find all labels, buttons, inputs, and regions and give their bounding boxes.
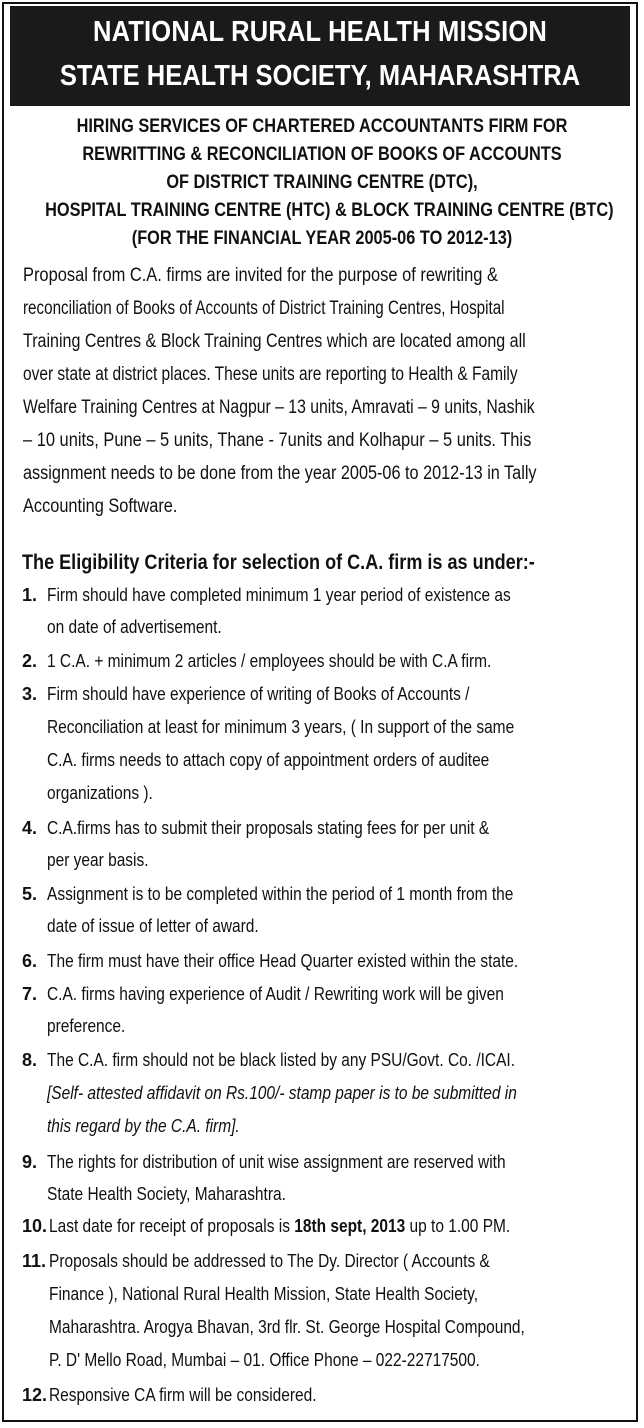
intro-line: over state at district places. These units are reporting to Health & Family [23, 364, 518, 385]
item-text: Finance ), National Rural Health Mission, State Health Society, [49, 1284, 479, 1304]
intro-line: reconciliation of Books of Accounts of District Training Centres, Hospital [23, 298, 505, 319]
header-banner [10, 6, 630, 106]
criteria-heading: The Eligibility Criteria for selection of C.A. firm is as under:- [22, 551, 535, 574]
item-text: The firm must have their office Head Quarter existed within the state. [47, 951, 519, 971]
item-number: 10. [22, 1216, 48, 1236]
item-number: 5. [22, 884, 38, 904]
item-text: preference. [47, 1016, 126, 1036]
intro-line: Training Centres & Block Training Centres which are located among all [23, 331, 526, 352]
item-number: 12. [22, 1385, 48, 1405]
title-line-3: OF DISTRICT TRAINING CENTRE (DTC), [166, 172, 478, 193]
item-number: 8. [22, 1050, 38, 1070]
item-number: 11. [22, 1251, 47, 1271]
title-line-5: (FOR THE FINANCIAL YEAR 2005-06 TO 2012-13) [131, 228, 513, 249]
intro-line: – 10 units, Pune – 5 units, Thane - 7units and Kolhapur – 5 units. This [23, 430, 532, 451]
item-text-italic: [Self- attested affidavit on Rs.100/- stamp paper is to be submitted in [47, 1083, 517, 1103]
title-line-2: REWRITTING & RECONCILIATION OF BOOKS OF ACCOUNTS [82, 144, 562, 165]
item-text: Firm should have completed minimum 1 year period of existence as [47, 585, 511, 605]
item-number: 2. [22, 651, 38, 671]
item-text: per year basis. [47, 850, 149, 870]
intro-line: assignment needs to be done from the year 2005-06 to 2012-13 in Tally [23, 463, 537, 484]
item-text: The rights for distribution of unit wise assignment are reserved with [47, 1152, 506, 1172]
item-text: State Health Society, Maharashtra. [47, 1184, 286, 1204]
item-text-italic: this regard by the C.A. firm]. [47, 1116, 240, 1136]
item-number: 6. [22, 951, 38, 971]
item-text: Responsive CA firm will be considered. [49, 1385, 317, 1405]
item-number: 9. [22, 1152, 38, 1172]
item-text: on date of advertisement. [47, 617, 222, 637]
title-line-4: HOSPITAL TRAINING CENTRE (HTC) & BLOCK TRAINING CENTRE (BTC) [45, 200, 614, 221]
intro-line: Welfare Training Centres at Nagpur – 13 units, Amravati – 9 units, Nashik [23, 397, 535, 418]
item-text [49, 1216, 510, 1237]
item-number: 4. [22, 818, 38, 838]
item-number: 3. [22, 684, 38, 704]
intro-line: Accounting Software. [23, 496, 178, 517]
title-line-1: HIRING SERVICES OF CHARTERED ACCOUNTANTS FIRM FOR [76, 116, 568, 137]
intro-line: Proposal from C.A. firms are invited for the purpose of rewriting & [23, 265, 498, 286]
org-name: NATIONAL RURAL HEALTH MISSION [92, 16, 548, 48]
deadline-suffix: up to 1.00 PM. [405, 1216, 511, 1236]
item-number: 7. [22, 984, 38, 1004]
item-text: Firm should have experience of writing of Books of Accounts / [47, 684, 470, 704]
deadline-prefix: Last date for receipt of proposals is [49, 1216, 295, 1236]
item-text: Proposals should be addressed to The Dy. Director ( Accounts & [49, 1251, 490, 1271]
item-text: Assignment is to be completed within the period of 1 month from the [47, 884, 514, 904]
item-text: C.A. firms needs to attach copy of appointment orders of auditee [47, 750, 490, 770]
item-text: C.A. firms having experience of Audit / Rewriting work will be given [47, 984, 504, 1004]
org-subtitle: STATE HEALTH SOCIETY, MAHARASHTRA [59, 60, 581, 92]
item-number: 1. [22, 585, 38, 605]
intro-paragraph [23, 259, 627, 523]
item-text: The C.A. firm should not be black listed by any PSU/Govt. Co. /ICAI. [47, 1050, 516, 1070]
item-text: Maharashtra. Arogya Bhavan, 3rd flr. St. George Hospital Compound, [49, 1317, 525, 1337]
item-text: organizations ). [47, 783, 153, 803]
item-text: date of issue of letter of award. [47, 916, 259, 936]
item-text: C.A.firms has to submit their proposals stating fees for per unit & [47, 818, 490, 838]
deadline-date: 18th sept, 2013 [294, 1216, 406, 1236]
item-text: Reconciliation at least for minimum 3 years, ( In support of the same [47, 717, 515, 737]
item-text: 1 C.A. + minimum 2 articles / employees should be with C.A firm. [47, 651, 492, 671]
item-text: P. D' Mello Road, Mumbai – 01. Office Phone – 022-22717500. [49, 1350, 480, 1370]
